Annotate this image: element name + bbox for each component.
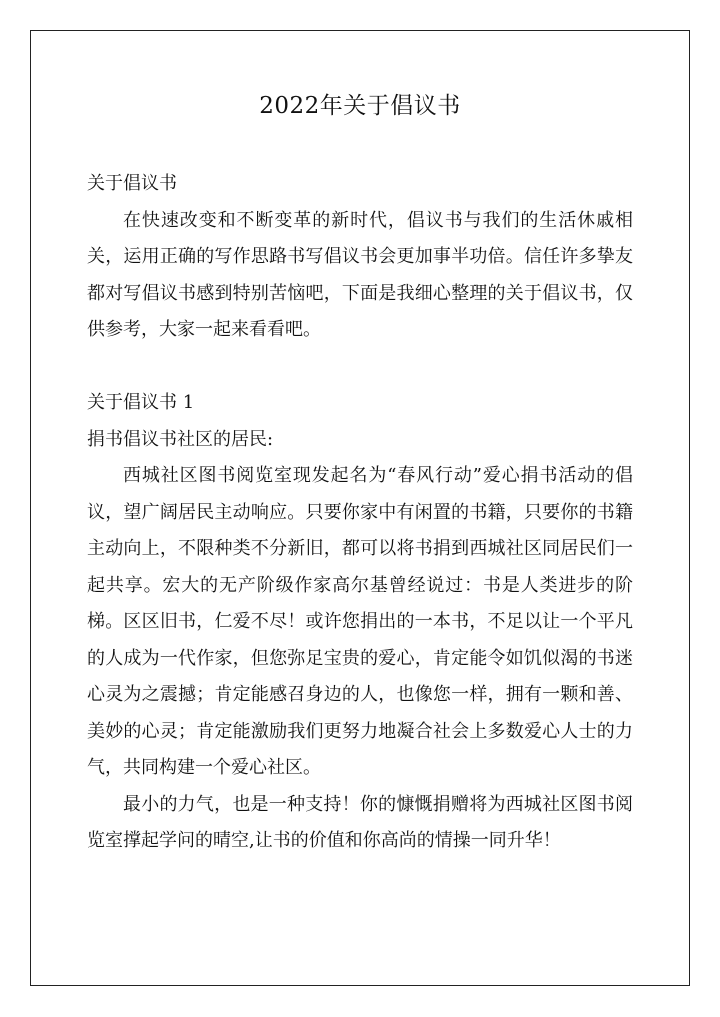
- section-spacer: [87, 349, 633, 386]
- closing-paragraph: 最小的力气，也是一种支持！你的慷慨捐赠将为西城社区图书阅览室撑起学问的晴空,让书的价值和你高尚的情操一同升华！: [87, 793, 633, 851]
- section-heading: 关于倡议书 1: [87, 392, 195, 413]
- document-title: 2022年关于倡议书: [259, 93, 461, 119]
- body-paragraph: 西城社区图书阅览室现发起名为“春风行动”爱心捐书活动的倡议，望广阔居民主动响应。只要你家中有闲置的书籍，只要你的书籍主动向上，不限种类不分新旧，都可以将书捐到西城社区同居民们一起共享。宏大的无产阶级作家高尔基曾经说过：书是人类进步的阶梯。区区旧书，仁爱不尽！或许您捐出的一本书，不足以让一个平凡的人成为一代作家，但您弥足宝贵的爱心，肯定能令如饥似渴的书迷心灵为之震撼；肯定能感召身边的人，也像您一样，拥有一颗和善、美妙的心灵；肯定能激励我们更努力地凝合社会上多数爱心人士的力气，共同构建一个爱心社区。: [87, 465, 633, 778]
- section-heading: 关于倡议书: [87, 173, 177, 194]
- salutation: 捐书倡议书社区的居民:: [87, 428, 274, 450]
- document-body: [87, 166, 633, 860]
- intro-paragraph: 在快速改变和不断变革的新时代，倡议书与我们的生活休戚相关，运用正确的写作思路书写倡议书会更加事半功倍。信任许多挚友都对写倡议书感到特别苦恼吧，下面是我细心整理的关于倡议书，仅供参考，大家一起来看看吧。: [87, 209, 633, 340]
